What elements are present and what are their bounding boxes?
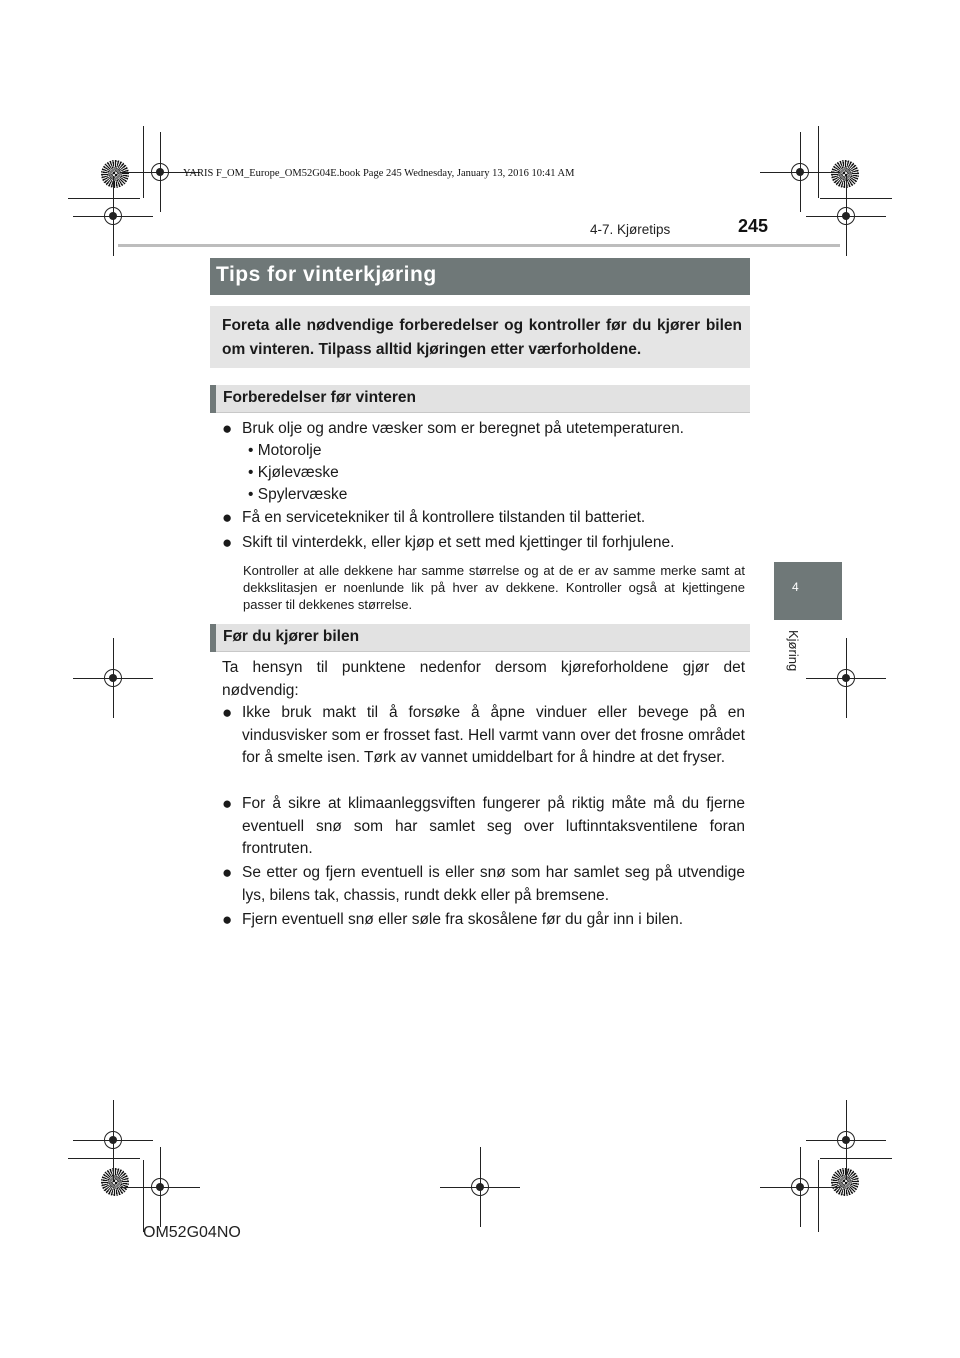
page-title: Tips for vinterkjøring <box>216 263 437 286</box>
list-item-text: Bruk olje og andre væsker som er beregnet på utetemperaturen. <box>242 420 684 437</box>
crop-mark <box>143 126 144 198</box>
sub-list-item <box>248 440 322 463</box>
registration-rose-mark <box>101 160 129 188</box>
intro-text: Foreta alle nødvendige forberedelser og kontroller før du kjører bilen om vinteren. Tilpass alltid kjøringen etter værforholdene. <box>222 317 742 358</box>
list-item-text: Skift til vinterdekk, eller kjøp et sett med kjettinger til forhjulene. <box>242 534 675 551</box>
section-heading-text: Forberedelser før vinteren <box>223 389 416 406</box>
intro-box <box>210 306 750 368</box>
list-item-text: Ikke bruk makt til å forsøke å åpne vinduer eller bevege på en vindusvisker som er frosset fast. Hell varmt vann over det frosne området for å smelte isen. Tørk av vannet umiddelbart for å hindre at det fryser. <box>242 704 745 766</box>
section-heading <box>210 385 750 413</box>
bullet-icon: ● <box>222 910 233 929</box>
crop-mark <box>820 1158 892 1159</box>
registration-rose-mark <box>831 1168 859 1196</box>
sub-list-item <box>248 462 339 485</box>
bullet-icon: ● <box>222 863 233 882</box>
crop-mark <box>143 1160 144 1232</box>
list-item-text: For å sikre at klimaanleggsviften fungerer på riktig måte må du fjerne eventuell snø som har samlet seg over luftinntaksventilene foran frontruten. <box>242 795 745 857</box>
heading-accent-bar <box>210 624 216 652</box>
header-rule <box>118 244 840 247</box>
chapter-tab <box>774 562 842 620</box>
section-reference: 4-7. Kjøretips <box>590 222 671 237</box>
sub-list-item-text: Spylervæske <box>257 486 348 503</box>
list-item-text: Få en servicetekniker til å kontrollere tilstanden til batteriet. <box>242 509 646 526</box>
crop-mark <box>818 126 819 198</box>
sub-bullet-icon: • <box>248 464 254 481</box>
sub-list-item <box>248 484 347 507</box>
page-title-bar <box>210 258 750 295</box>
crop-mark <box>68 198 140 199</box>
note-text: Kontroller at alle dekkene har samme størrelse og at de er av samme merke samt at dekkslitasjen er noenlunde lik på hver av dekkene. Kontroller også at kjettingene passer til dekkenes størrelse. <box>243 563 745 612</box>
bullet-icon: ● <box>222 703 233 722</box>
bullet-icon: ● <box>222 533 233 552</box>
registration-rose-mark <box>101 1168 129 1196</box>
sub-list-item-text: Motorolje <box>257 442 322 459</box>
lead-paragraph: Ta hensyn til punktene nedenfor dersom kjøreforholdene gjør det nødvendig: <box>222 659 745 699</box>
sub-list-item-text: Kjølevæske <box>257 464 339 481</box>
list-item-text: Fjern eventuell snø eller søle fra skosålene før du går inn i bilen. <box>242 911 684 928</box>
sub-bullet-icon: • <box>248 442 254 459</box>
chapter-number: 4 <box>792 580 799 594</box>
section-heading-text: Før du kjører bilen <box>223 628 360 645</box>
list-item-text: Se etter og fjern eventuell is eller snø som har samlet seg på utvendige lys, bilens tak, chassis, rundt dekk eller på bremsene. <box>242 864 745 904</box>
bullet-icon: ● <box>222 794 233 813</box>
sub-bullet-icon: • <box>248 486 254 503</box>
book-info-line: YARIS F_OM_Europe_OM52G04E.book Page 245 Wednesday, January 13, 2016 10:41 AM <box>183 168 575 179</box>
page-number: 245 <box>738 216 769 236</box>
bullet-icon: ● <box>222 419 233 438</box>
crop-mark <box>818 1160 819 1232</box>
section-heading <box>210 624 750 652</box>
crop-mark <box>820 198 892 199</box>
heading-accent-bar <box>210 385 216 413</box>
chapter-name: Kjøring <box>786 630 801 672</box>
document-code: OM52G04NO <box>143 1224 241 1241</box>
crop-mark <box>68 1158 140 1159</box>
registration-rose-mark <box>831 160 859 188</box>
bullet-icon: ● <box>222 508 233 527</box>
